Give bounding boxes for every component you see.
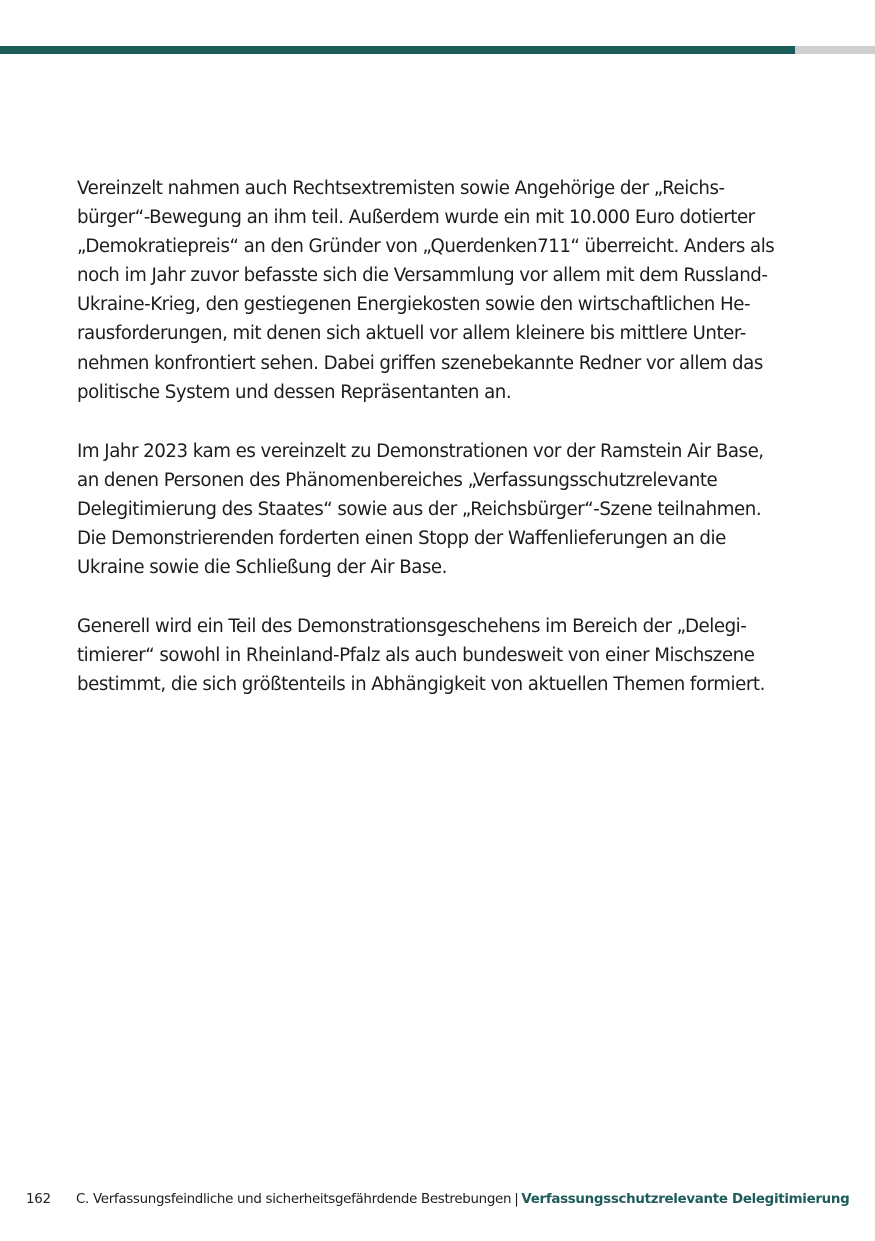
text-line: Die Demonstrierenden forderten einen Stopp der Waffenlieferungen an die — [77, 528, 726, 550]
text-line: bürger“-Bewegung an ihm teil. Außerdem wurde ein mit 10.000 Euro dotierter — [77, 207, 755, 229]
paragraph — [77, 174, 812, 407]
text-line: „Demokratiepreis“ an den Gründer von „Querdenken711“ überreicht. Anders als — [77, 236, 775, 258]
body-text — [77, 174, 812, 730]
text-line: bestimmt, die sich größtenteils in Abhängigkeit von aktuellen Themen formiert. — [77, 674, 765, 696]
text-line: Im Jahr 2023 kam es vereinzelt zu Demonstrationen vor der Ramstein Air Base, — [77, 440, 764, 462]
text-line: Delegitimierung des Staates“ sowie aus der „Reichsbürger“-Szene teilnahmen. — [77, 498, 762, 520]
page-footer — [26, 1189, 856, 1211]
footer-chapter: C. Verfassungsfeindliche und sicherheitsgefährdende Bestrebungen — [76, 1192, 512, 1207]
paragraph — [77, 612, 812, 699]
text-line: an denen Personen des Phänomenbereiches „Verfassungsschutzrelevante — [77, 469, 718, 491]
text-line: timierer“ sowohl in Rheinland-Pfalz als auch bundesweit von einer Mischszene — [77, 645, 755, 667]
footer-separator: | — [514, 1192, 519, 1207]
page-number: 162 — [26, 1192, 51, 1207]
text-line: Ukraine-Krieg, den gestiegenen Energiekosten sowie den wirtschaftlichen He- — [77, 294, 751, 316]
text-line: Generell wird ein Teil des Demonstrationsgeschehens im Bereich der „Delegi- — [77, 616, 747, 638]
header-accent-bar — [0, 46, 795, 54]
text-line: Vereinzelt nahmen auch Rechtsextremisten sowie Angehörige der „Reichs- — [77, 178, 725, 199]
footer-section: Verfassungsschutzrelevante Delegitimierung — [521, 1192, 850, 1207]
header-accent-bar-end — [795, 46, 875, 54]
text-line: politische System und dessen Repräsentanten an. — [77, 381, 512, 403]
text-line: Ukraine sowie die Schließung der Air Base. — [77, 557, 448, 579]
paragraph — [77, 437, 812, 582]
text-line: rausforderungen, mit denen sich aktuell vor allem kleinere bis mittlere Unter- — [77, 323, 746, 345]
text-line: noch im Jahr zuvor befasste sich die Versammlung vor allem mit dem Russland- — [77, 265, 768, 287]
text-line: nehmen konfrontiert sehen. Dabei griffen szenebekannte Redner vor allem das — [77, 352, 763, 374]
